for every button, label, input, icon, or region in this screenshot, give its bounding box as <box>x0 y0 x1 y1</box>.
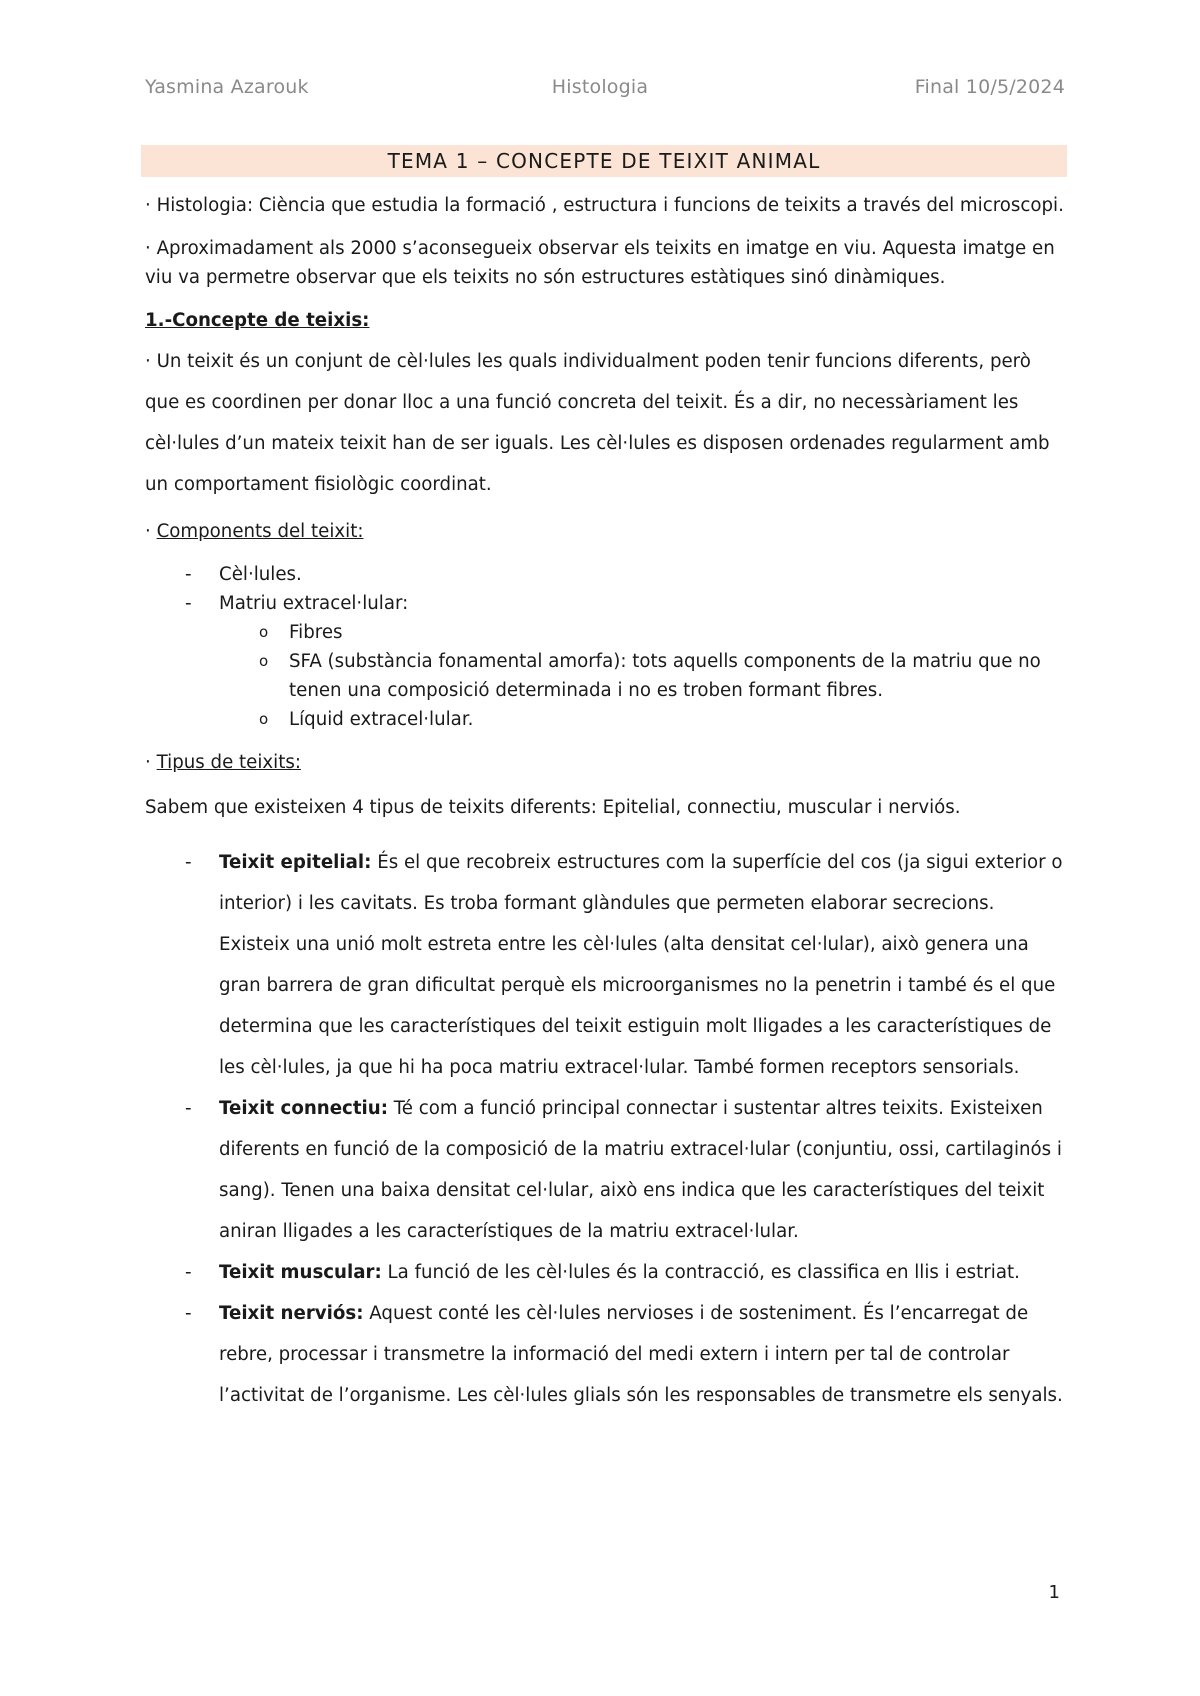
intro-paragraph-2: · Aproximadament als 2000 s’aconsegueix observar els teixits en imatge en viu. Aquesta imatge en viu va permetre observar que els teixits no són estructures estàtiques sinó dinàmiques. <box>145 238 1055 288</box>
list-item: - Teixit connectiu: Té com a funció principal connectar i sustentar altres teixits. Existeixen diferents en funció de la composició de la matriu extracel·lular (conjuntiu, ossi, cartilaginós i sang). Tenen una baixa densitat cel·lular, això ens indica que les característiques del teixit aniran lligades a les característiques de la matriu extracel·lular. <box>185 1098 1062 1242</box>
sublist-item-text: Líquid extracel·lular. <box>289 709 474 730</box>
components-list <box>145 560 1070 618</box>
page-number: 1 <box>1048 1582 1060 1603</box>
components-bullet: · <box>145 521 151 542</box>
header-subject: Histologia <box>551 76 649 98</box>
matriu-sublist <box>145 618 1070 734</box>
tissue-description: Aquest conté les cèl·lules nervioses i de sosteniment. És l’encarregat de rebre, processar i transmetre la informació del medi extern i intern per tal de controlar l’activitat de l’organisme. Les cèl·lules glials són les responsables de transmetre els senyals. <box>219 1303 1063 1406</box>
tipus-bullet: · <box>145 752 151 773</box>
section-heading-concepte: 1.-Concepte de teixis: <box>145 310 370 331</box>
list-item: - Cèl·lules. <box>185 564 302 585</box>
tissue-description: La funció de les cèl·lules és la contracció, es classifica en llis i estriat. <box>381 1262 1020 1283</box>
list-item: - Matriu extracel·lular: <box>185 593 409 614</box>
tissue-name: Teixit muscular: <box>219 1262 382 1283</box>
tipus-intro: Sabem que existeixen 4 tipus de teixits diferents: Epitelial, connectiu, muscular i nerviós. <box>145 797 961 818</box>
list-item: - Teixit epitelial: És el que recobreix estructures com la superfície del cos (ja sigui exterior o interior) i les cavitats. Es troba formant glàndules que permeten elaborar secrecions. Existeix una unió molt estreta entre les cèl·lules (alta densitat cel·lular), això genera una gran barrera de gran dificultat perquè els microorganismes no la penetrin i també és el que determina que les característiques del teixit estiguin molt lligades a les característiques de les cèl·lules, ja que hi ha poca matriu extracel·lular. També formen receptors sensorials. <box>185 852 1063 1078</box>
sublist-item-text: Fibres <box>289 622 343 643</box>
tipus-heading <box>145 748 1070 777</box>
list-item: - Teixit muscular: La funció de les cèl·lules és la contracció, es classifica en llis i estriat. <box>185 1262 1020 1283</box>
list-item-text: Matriu extracel·lular: <box>219 593 409 614</box>
components-heading-text: Components del teixit: <box>156 521 364 542</box>
tissue-name: Teixit nerviós: <box>219 1303 364 1324</box>
list-item: - Teixit nerviós: Aquest conté les cèl·lules nervioses i de sosteniment. És l’encarregat de rebre, processar i transmetre la informació del medi extern i intern per tal de controlar l’activitat de l’organisme. Les cèl·lules glials són les responsables de transmetre els senyals. <box>185 1303 1063 1406</box>
document-body <box>145 191 1070 1416</box>
sublist-item: o Fibres <box>259 622 343 643</box>
sublist-item-text: SFA (substància fonamental amorfa): tots aquells components de la matriu que no tenen una composició determinada i no es troben formant fibres. <box>289 651 1041 701</box>
components-heading <box>145 517 1070 546</box>
header-author: Yasmina Azarouk <box>145 76 309 98</box>
list-item-text: Cèl·lules. <box>219 564 302 585</box>
sublist-item: o SFA (substància fonamental amorfa): tots aquells components de la matriu que no tenen una composició determinada i no es troben formant fibres. <box>259 651 1041 701</box>
sublist-item: o Líquid extracel·lular. <box>259 709 474 730</box>
page-title: TEMA 1 – CONCEPTE DE TEIXIT ANIMAL <box>387 149 821 173</box>
intro-paragraph-1: · Histologia: Ciència que estudia la formació , estructura i funcions de teixits a través del microscopi. <box>145 195 1064 216</box>
tipus-heading-text: Tipus de teixits: <box>156 752 301 773</box>
title-banner <box>141 145 1067 177</box>
tipus-list <box>145 842 1070 1416</box>
tissue-description: És el que recobreix estructures com la superfície del cos (ja sigui exterior o interior) i les cavitats. Es troba formant glàndules que permeten elaborar secrecions. Existeix una unió molt estreta entre les cèl·lules (alta densitat cel·lular), això genera una gran barrera de gran dificultat perquè els microorganismes no la penetrin i també és el que determina que les característiques del teixit estiguin molt lligades a les característiques de les cèl·lules, ja que hi ha poca matriu extracel·lular. També formen receptors sensorials. <box>219 852 1063 1078</box>
tissue-name: Teixit epitelial: <box>219 852 372 873</box>
tissue-name: Teixit connectiu: <box>219 1098 388 1119</box>
header-date: Final 10/5/2024 <box>914 76 1065 98</box>
concepte-paragraph: · Un teixit és un conjunt de cèl·lules les quals individualment poden tenir funcions diferents, però que es coordinen per donar lloc a una funció concreta del teixit. És a dir, no necessàriament les cèl·lules d’un mateix teixit han de ser iguals. Les cèl·lules es disposen ordenades regularment amb un comportament fisiològic coordinat. <box>145 351 1050 495</box>
tissue-description: Té com a funció principal connectar i sustentar altres teixits. Existeixen diferents en funció de la composició de la matriu extracel·lular (conjuntiu, ossi, cartilaginós i sang). Tenen una baixa densitat cel·lular, això ens indica que les característiques del teixit aniran lligades a les característiques de la matriu extracel·lular. <box>219 1098 1062 1242</box>
